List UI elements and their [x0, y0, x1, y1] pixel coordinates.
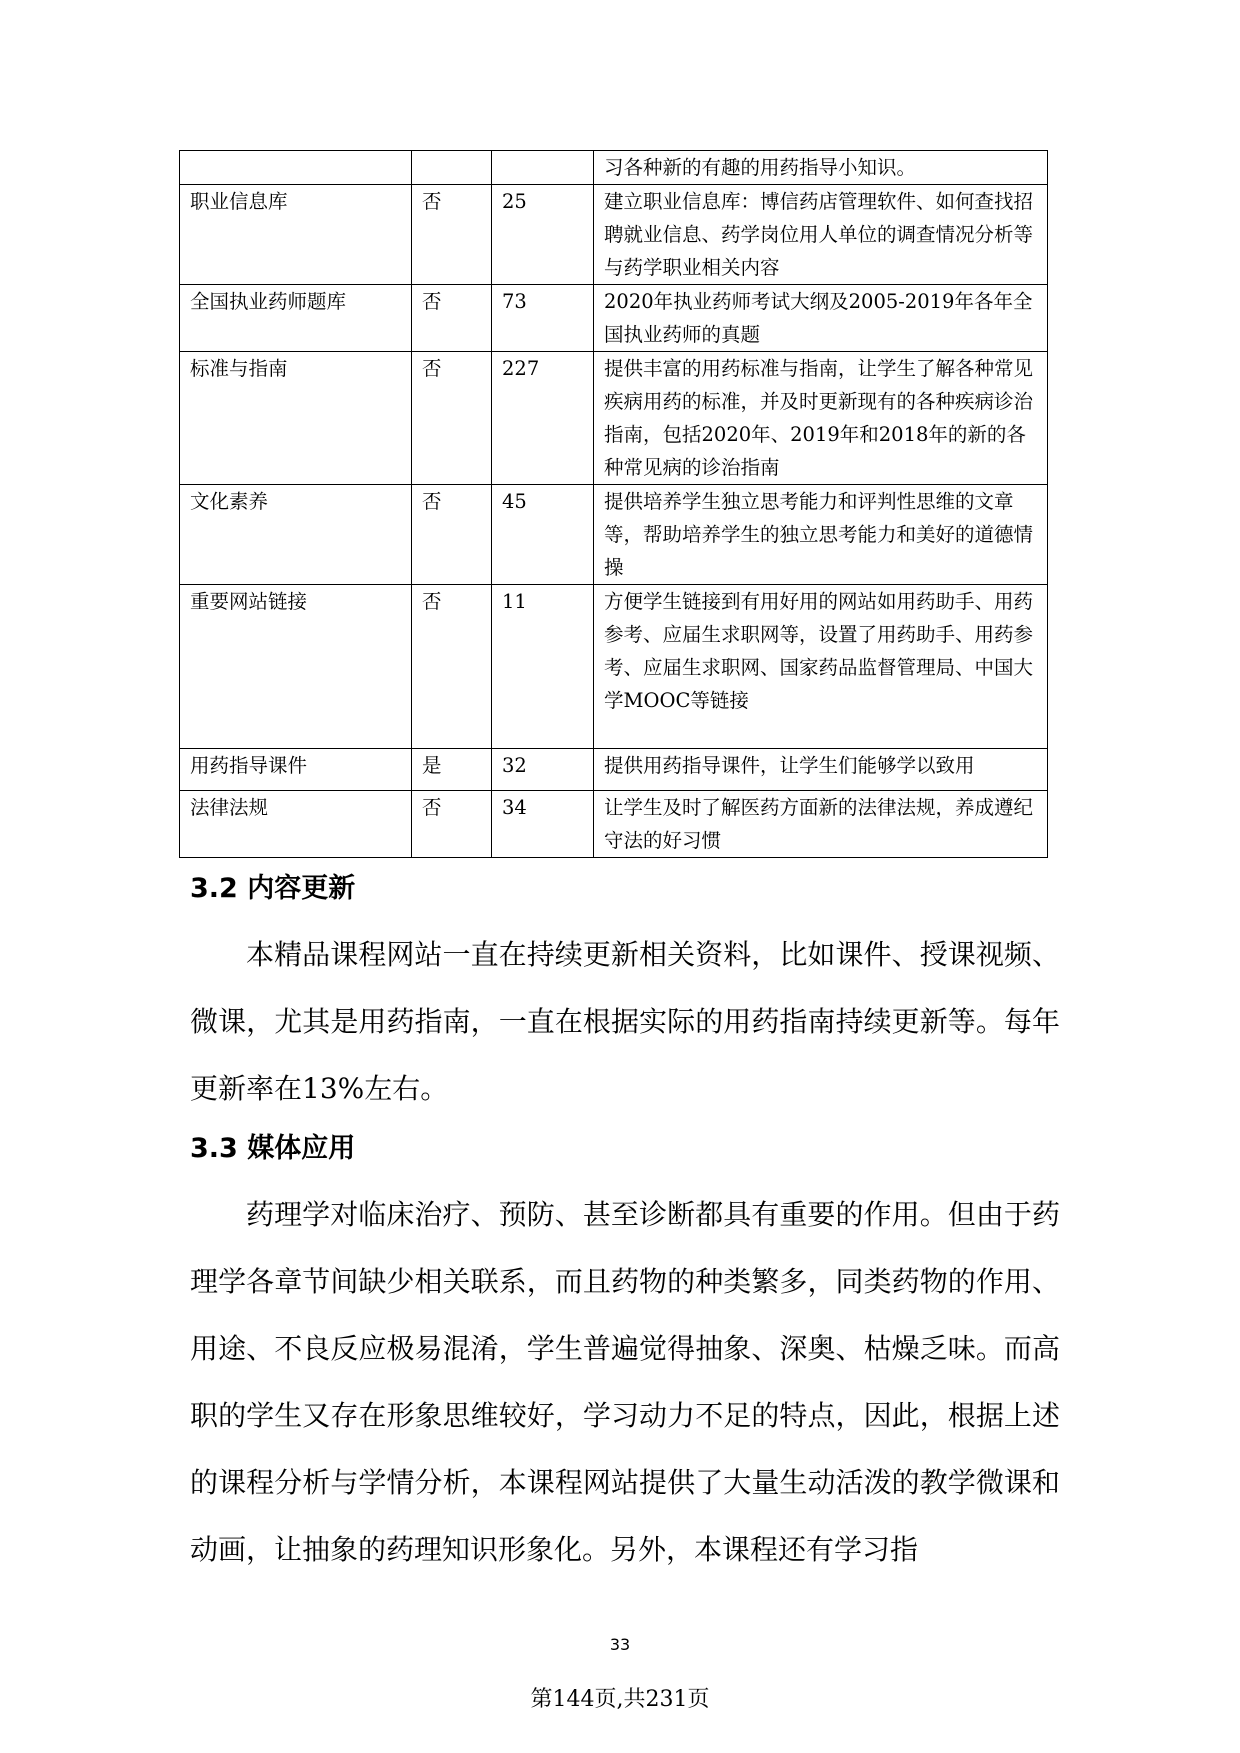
cell-name: 用药指导课件	[180, 749, 412, 791]
table-row	[180, 749, 1048, 791]
cell-flag: 否	[412, 791, 492, 858]
page-footer: 第144页,共231页	[530, 1687, 710, 1712]
cell-flag: 是	[412, 749, 492, 791]
cell-count: 73	[492, 285, 594, 352]
cell-count: 34	[492, 791, 594, 858]
table-row	[180, 791, 1048, 858]
cell-count: 32	[492, 749, 594, 791]
table-row	[180, 352, 1048, 485]
section-heading-3-3: 3.3 媒体应用	[190, 1133, 356, 1164]
cell-flag: 否	[412, 585, 492, 749]
cell-name: 文化素养	[180, 485, 412, 585]
cell-name: 全国执业药师题库	[180, 285, 412, 352]
cell-count: 227	[492, 352, 594, 485]
cell-desc: 让学生及时了解医药方面新的法律法规，养成遵纪守法的好习惯	[594, 791, 1048, 858]
cell-count: 11	[492, 585, 594, 749]
section-paragraph-3-3: 药理学对临床治疗、预防、甚至诊断都具有重要的作用。但由于药理学各章节间缺少相关联系，而且药物的种类繁多，同类药物的作用、用途、不良反应极易混淆，学生普遍觉得抽象、深奥、枯燥乏味。而高职的学生又存在形象思维较好，学习动力不足的特点，因此，根据上述的课程分析与学情分析，本课程网站提供了大量生动活泼的教学微课和动画，让抽象的药理知识形象化。另外，本课程还有学习指	[190, 1198, 1060, 1566]
cell-flag	[412, 151, 492, 185]
cell-flag: 否	[412, 352, 492, 485]
table-row	[180, 485, 1048, 585]
section-paragraph-3-2: 本精品课程网站一直在持续更新相关资料，比如课件、授课视频、微课，尤其是用药指南，一直在根据实际的用药指南持续更新等。每年更新率在13%左右。	[190, 938, 1060, 1105]
cell-flag: 否	[412, 185, 492, 285]
resource-table	[179, 150, 1048, 858]
page-number: 33	[609, 1635, 631, 1654]
table-row	[180, 285, 1048, 352]
cell-count: 45	[492, 485, 594, 585]
cell-desc: 习各种新的有趣的用药指导小知识。	[594, 151, 1048, 185]
cell-name	[180, 151, 412, 185]
cell-desc: 2020年执业药师考试大纲及2005-2019年各年全国执业药师的真题	[594, 285, 1048, 352]
cell-desc: 提供用药指导课件，让学生们能够学以致用	[594, 749, 1048, 791]
cell-name: 标准与指南	[180, 352, 412, 485]
cell-name: 重要网站链接	[180, 585, 412, 749]
cell-flag: 否	[412, 285, 492, 352]
cell-count: 25	[492, 185, 594, 285]
table-row	[180, 151, 1048, 185]
cell-desc: 方便学生链接到有用好用的网站如用药助手、用药参考、应届生求职网等，设置了用药助手、用药参考、应届生求职网、国家药品监督管理局、中国大学MOOC等链接	[594, 585, 1048, 749]
cell-desc: 提供培养学生独立思考能力和评判性思维的文章等，帮助培养学生的独立思考能力和美好的道德情操	[594, 485, 1048, 585]
cell-count	[492, 151, 594, 185]
cell-flag: 否	[412, 485, 492, 585]
table-row	[180, 585, 1048, 749]
cell-name: 职业信息库	[180, 185, 412, 285]
table-row	[180, 185, 1048, 285]
section-heading-3-2: 3.2 内容更新	[190, 873, 356, 904]
cell-name: 法律法规	[180, 791, 412, 858]
cell-desc: 提供丰富的用药标准与指南，让学生了解各种常见疾病用药的标准，并及时更新现有的各种疾病诊治指南，包括2020年、2019年和2018年的新的各种常见病的诊治指南	[594, 352, 1048, 485]
cell-desc: 建立职业信息库：博信药店管理软件、如何查找招聘就业信息、药学岗位用人单位的调查情况分析等与药学职业相关内容	[594, 185, 1048, 285]
